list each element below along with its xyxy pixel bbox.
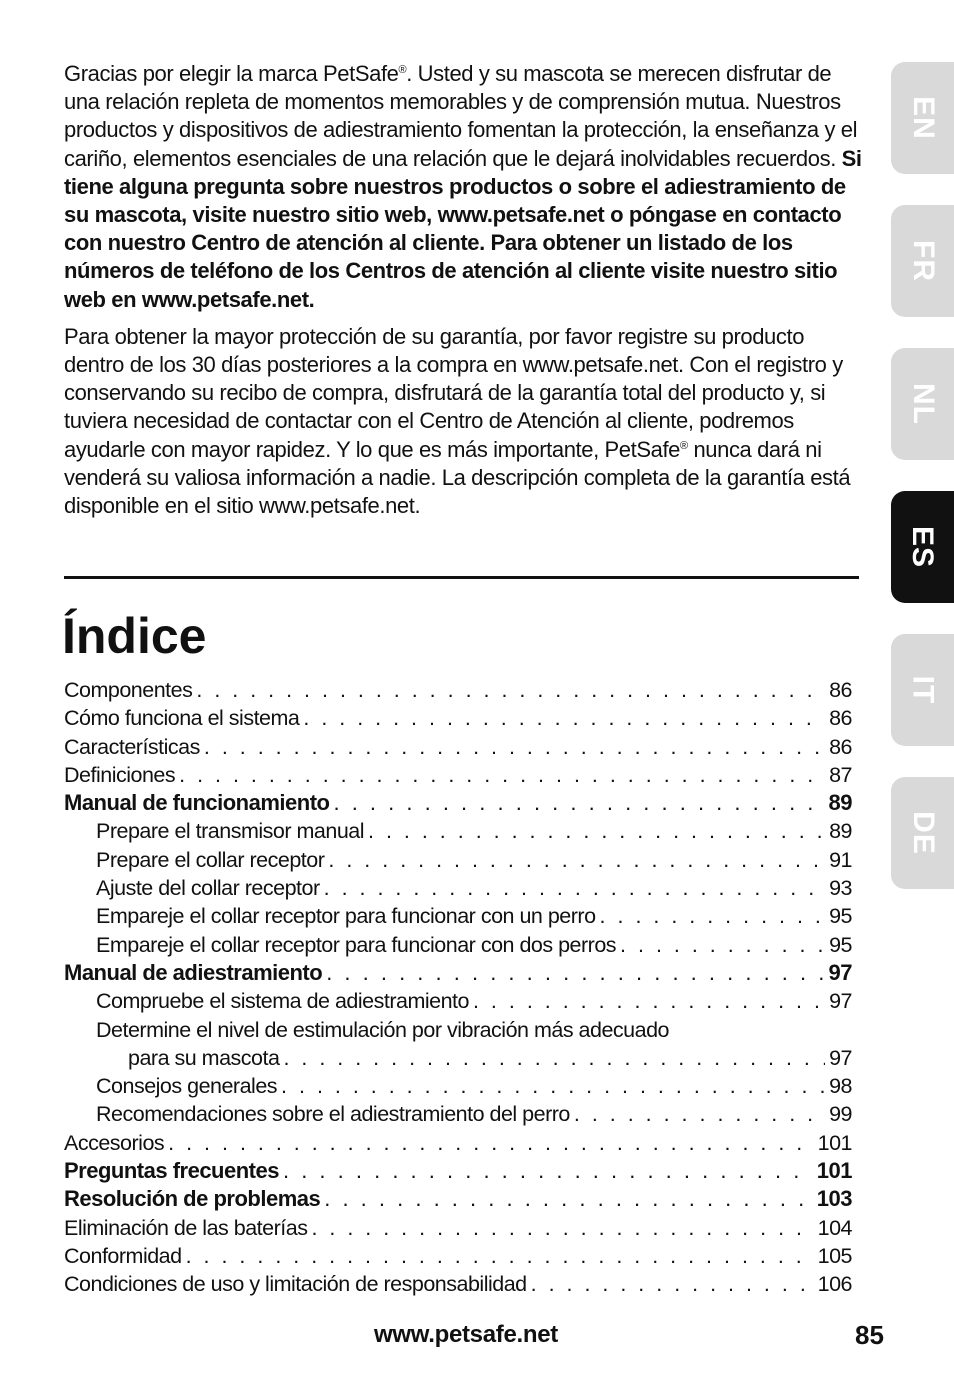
toc-entry-label: Manual de funcionamiento (64, 790, 330, 816)
language-tab-nl[interactable] (891, 348, 954, 460)
toc-entry[interactable] (64, 1129, 852, 1157)
toc-entry-label: Prepare el collar receptor (96, 847, 325, 872)
language-tab-label: DE (906, 811, 940, 855)
toc-entry-label: Prepare el transmisor manual (96, 819, 365, 844)
toc-entry-page: 103 (816, 1186, 852, 1212)
toc-dot-leader (204, 733, 825, 761)
toc-entry-page: 87 (829, 762, 852, 787)
toc-dot-leader (600, 902, 826, 930)
toc-entry-label: Resolución de problemas (64, 1186, 321, 1212)
toc-entry-page: 104 (817, 1215, 852, 1240)
toc-entry-label: Accesorios (64, 1130, 165, 1155)
toc-entry-page: 97 (829, 989, 852, 1014)
toc-entry-label: Empareje el collar receptor para funcionar con dos perros (96, 932, 617, 957)
toc-entry-page: 99 (829, 1102, 852, 1127)
toc-entry[interactable] (64, 1214, 852, 1242)
toc-entry-label: Recomendaciones sobre el adiestramiento del perro (96, 1102, 570, 1127)
toc-dot-leader (574, 1100, 825, 1128)
section-divider (64, 576, 859, 579)
toc-entry[interactable] (64, 1185, 852, 1213)
language-tab-label: IT (906, 675, 940, 705)
toc-entry-label: Ajuste del collar receptor (96, 876, 320, 901)
toc-entry-label: Conformidad (64, 1243, 182, 1268)
toc-entry[interactable] (64, 1072, 852, 1100)
toc-entry-page: 101 (817, 1130, 852, 1155)
toc-entry-label: Empareje el collar receptor para funcionar con un perro (96, 904, 596, 929)
toc-dot-leader (328, 846, 825, 874)
toc-dot-leader (324, 874, 825, 902)
toc-entry-page: 105 (817, 1243, 852, 1268)
page-number: 85 (855, 1320, 884, 1350)
toc-entry-page: 95 (829, 932, 852, 957)
toc-entry-page: 86 (829, 678, 852, 702)
footer-url[interactable]: www.petsafe.net (374, 1321, 558, 1348)
toc-entry-label: Manual de adiestramiento (64, 959, 323, 985)
intro-text (64, 60, 864, 529)
toc-entry-label: Compruebe el sistema de adiestramiento (96, 989, 469, 1014)
toc-entry[interactable] (64, 1270, 852, 1298)
toc-entry-page: 86 (829, 706, 852, 731)
toc-entry-page: 93 (829, 876, 852, 901)
toc-entry-label: Eliminación de las baterías (64, 1215, 308, 1240)
toc-entry[interactable] (64, 1157, 852, 1185)
toc-entry[interactable] (64, 874, 852, 902)
toc-dot-leader (368, 817, 825, 845)
toc-dot-leader (283, 1157, 813, 1185)
toc-entry[interactable] (64, 1044, 852, 1072)
toc-entry-page: 101 (816, 1158, 852, 1184)
toc-entry-label: Definiciones (64, 762, 176, 787)
toc-entry-page: 89 (829, 819, 852, 844)
toc-dot-leader (168, 1129, 813, 1157)
toc-entry[interactable] (64, 846, 852, 874)
toc-entry-label: Cómo funciona el sistema (64, 706, 300, 731)
toc-entry-label: Condiciones de uso y limitación de responsabilidad (64, 1272, 527, 1297)
toc-entry[interactable] (64, 733, 852, 761)
toc-entry[interactable] (64, 902, 852, 930)
toc-entry[interactable] (64, 1016, 852, 1044)
language-tab-label: FR (906, 240, 940, 282)
toc-entry-label: Consejos generales (96, 1074, 278, 1099)
language-tab-label: ES (906, 525, 940, 569)
language-tab-de[interactable] (891, 777, 954, 889)
toc-dot-leader (620, 931, 825, 959)
toc-entry-page: 97 (828, 959, 852, 985)
toc-entry[interactable] (64, 959, 852, 987)
table-of-contents (64, 676, 852, 1299)
toc-dot-leader (303, 704, 825, 732)
toc-dot-leader (311, 1214, 813, 1242)
toc-entry-label: Características (64, 734, 200, 759)
toc-entry[interactable] (64, 676, 852, 704)
toc-entry-label: Componentes (64, 678, 193, 702)
contact-info: Si tiene alguna pregunta sobre nuestros productos o sobre el adiestramiento de su mascota, visite nuestro sitio web, www.petsafe.net o póngase en contacto con nuestro Centro de atención al cliente. Para obtener un listado de los números de teléfono de los Centros de atención al cliente visite nuestro sitio web en www.petsafe.net. (64, 145, 862, 312)
language-tab-en[interactable] (891, 62, 954, 174)
toc-dot-leader (283, 1044, 825, 1072)
toc-dot-leader (179, 761, 825, 789)
language-tab-fr[interactable] (891, 205, 954, 317)
language-tab-es[interactable] (891, 491, 954, 603)
toc-entry-page: 86 (829, 734, 852, 759)
toc-entry-label: Determine el nivel de estimulación por vibración más adecuado (96, 1017, 670, 1042)
toc-entry-page: 97 (829, 1045, 852, 1070)
language-tab-label: EN (906, 96, 940, 140)
toc-dot-leader (196, 676, 825, 704)
toc-entry-page: 95 (829, 904, 852, 929)
language-tab-it[interactable] (891, 634, 954, 746)
intro-paragraph-1: Gracias por elegir la marca PetSafe®. Usted y su mascota se merecen disfrutar de una relación repleta de momentos memorables y de comprensión mutua. Nuestros productos y dispositivos de adiestramiento fomentan la protección, la enseñanza y el cariño, elementos esenciales de una relación que le dejará inolvidables recuerdos. Si tiene alguna pregunta sobre nuestros productos o sobre el adiestramiento de su mascota, visite nuestro sitio web, www.petsafe.net o póngase en contacto con nuestro Centro de atención al cliente. Para obtener un listado de los números de teléfono de los Centros de atención al cliente visite nuestro sitio web en www.petsafe.net. (64, 61, 862, 312)
toc-dot-leader (473, 987, 825, 1015)
toc-dot-leader (324, 1185, 813, 1213)
toc-dot-leader (531, 1270, 814, 1298)
language-tab-label: NL (906, 383, 940, 425)
toc-entry[interactable] (64, 987, 852, 1015)
index-title: Índice (62, 608, 207, 664)
toc-entry[interactable] (64, 704, 852, 732)
toc-entry[interactable] (64, 1100, 852, 1128)
intro-paragraph-2: Para obtener la mayor protección de su garantía, por favor registre su producto dentro de los 30 días posteriores a la compra en www.petsafe.net. Con el registro y conservando su recibo de compra, disfrutará de la garantía total del producto y, si tuviera necesidad de contactar con el Centro de Atención al cliente, podremos ayudarle con mayor rapidez. Y lo que es más importante, PetSafe® nunca dará ni venderá su valiosa información a nadie. La descripción completa de la garantía está disponible en el sitio www.petsafe.net. (64, 323, 851, 519)
toc-entry-label: Preguntas frecuentes (64, 1158, 279, 1184)
toc-entry-label: para su mascota (128, 1045, 280, 1070)
toc-dot-leader (186, 1242, 814, 1270)
toc-entry[interactable] (64, 1242, 852, 1270)
toc-entry[interactable] (64, 817, 852, 845)
toc-entry[interactable] (64, 789, 852, 817)
toc-dot-leader (326, 959, 824, 987)
toc-entry-page: 91 (829, 847, 852, 872)
toc-entry-page: 89 (828, 790, 852, 816)
toc-entry[interactable] (64, 931, 852, 959)
toc-entry-page: 106 (817, 1272, 852, 1297)
toc-entry[interactable] (64, 761, 852, 789)
toc-dot-leader (333, 789, 824, 817)
toc-dot-leader (281, 1072, 825, 1100)
toc-entry-page: 98 (829, 1074, 852, 1099)
